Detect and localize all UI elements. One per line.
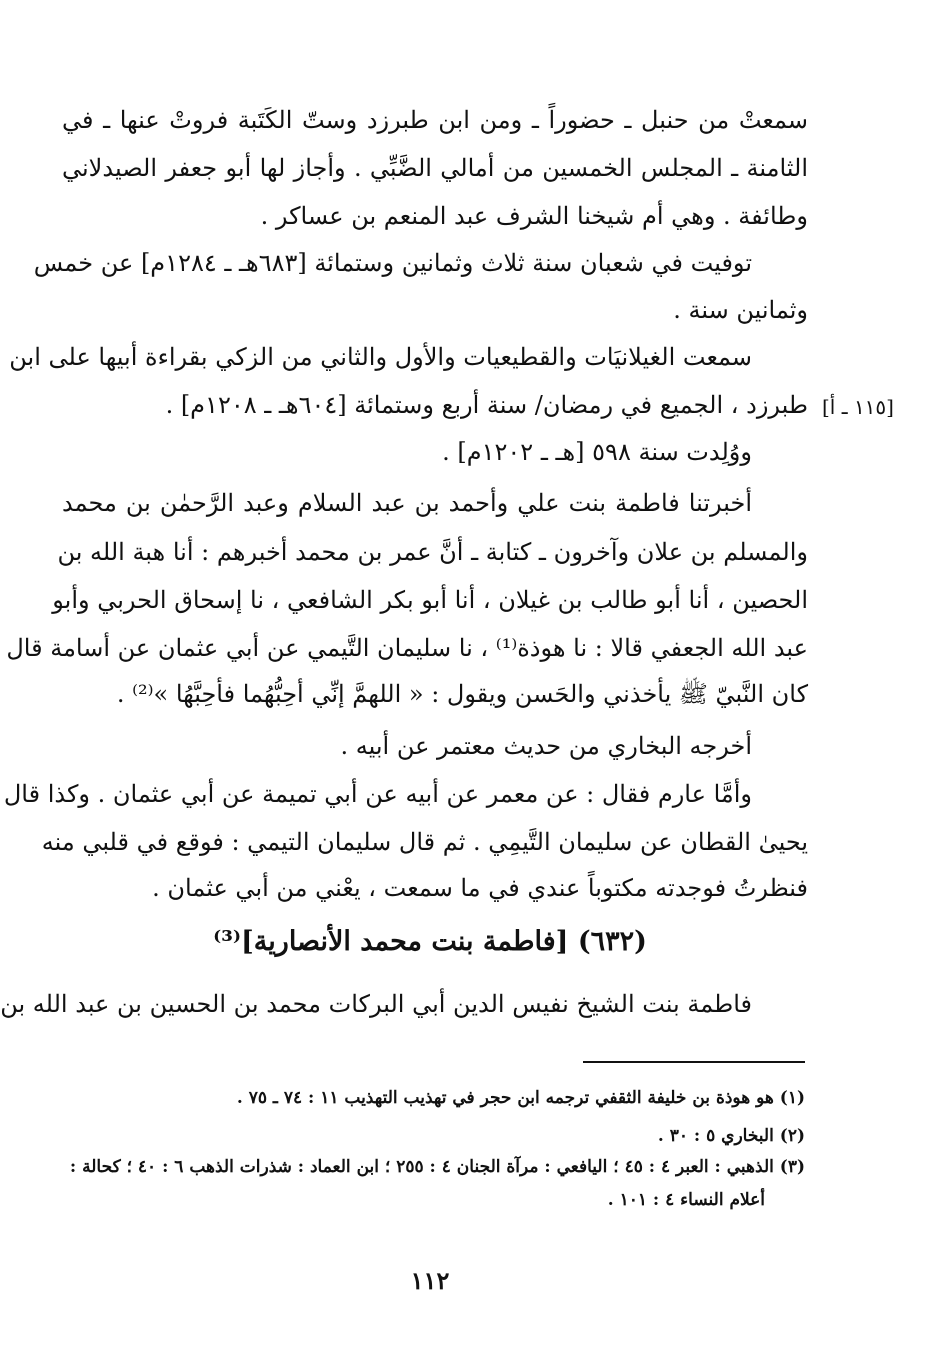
body-line: طبرزد ، الجميع في رمضان/ سنة أربع وستمائة [٦٠٤هـ ـ ١٢٠٨م] . [165, 391, 808, 419]
body-line: عبد الله الجعفي قالا : نا هوذة⁽¹⁾ ، نا سليمان التَّيمي عن أبي عثمان عن أسامة قال [6, 634, 808, 662]
body-line: الحصين ، أنا أبو طالب بن غيلان ، أنا أبو بكر الشافعي ، نا إسحاق الحربي وأبو [52, 586, 808, 614]
body-line: وأمَّا عارم فقال : عن معمر عن أبيه عن أبي تميمة عن أبي عثمان . وكذا قال [3, 780, 752, 808]
margin-folio-note: [١١٥ ـ أ] [822, 395, 894, 419]
body-line: كان النَّبيّ ﷺ يأخذني والحَسن ويقول : « اللهمَّ إنِّي أحِبُّهُما فأحِبَّهُا »⁽²⁾ . [116, 680, 808, 708]
body-line: توفيت في شعبان سنة ثلاث وثمانين وستمائة [٦٨٣هـ ـ ١٢٨٤م] عن خمس [33, 249, 752, 277]
footnote: أعلام النساء ٤ : ١٠١ . [607, 1190, 765, 1210]
footnote-separator [583, 1061, 805, 1063]
body-line: فاطمة بنت الشيخ نفيس الدين أبي البركات محمد بن الحسين بن عبد الله بن [0, 990, 752, 1018]
page-number: ١١٢ [410, 1266, 450, 1295]
body-line: وثمانين سنة . [673, 296, 808, 324]
body-line: الثامنة ـ المجلس الخمسين من أمالي الضَّبِّي . وأجاز لها أبو جعفر الصيدلاني [62, 154, 808, 182]
body-line: سمعتْ من حنبل ـ حضوراً ـ ومن ابن طبرزد وستّ الكَتَبة فروتْ عنها ـ في [62, 106, 808, 134]
footnote: (١) هو هوذة بن خليفة الثقفي ترجمه ابن حجر في تهذيب التهذيب ١١ : ٧٤ ـ ٧٥ . [236, 1088, 805, 1108]
footnote: (٢) البخاري ٥ : ٣٠ . [657, 1126, 805, 1146]
body-line: والمسلم بن علان وآخرون ـ كتابة ـ أنَّ عمر بن محمد أخبرهم : أنا هبة الله بن [57, 538, 808, 566]
entry-heading: (٦٣٢) [فاطمة بنت محمد الأنصارية]⁽³⁾ [213, 926, 647, 957]
footnote: (٣) الذهبي : العبر ٤ : ٤٥ ؛ اليافعي : مرآة الجنان ٤ : ٢٥٥ ؛ ابن العماد : شذرات الذهب ٦ : ٤٠ ؛ كحالة : [69, 1157, 805, 1177]
body-line: أخرجه البخاري من حديث معتمر عن أبيه . [340, 732, 752, 760]
body-line: سمعت الغيلانيَات والقطيعيات والأول والثاني من الزكي بقراءة أبيها على ابن [9, 343, 752, 371]
body-line: وطائفة . وهي أم شيخنا الشرف عبد المنعم بن عساكر . [260, 202, 808, 230]
body-line: أخبرتنا فاطمة بنت علي وأحمد بن عبد السلام وعبد الرَّحمٰن بن محمد [62, 489, 752, 517]
body-line: فنظرتُ فوجدته مكتوباً عندي في ما سمعت ، يعْني من أبي عثمان . [152, 874, 808, 902]
body-line: يحيىٰ القطان عن سليمان التَّيمِي . ثم قال سليمان التيمي : فوقع في قلبي منه [41, 828, 808, 856]
body-line: ووُلِدت سنة ٥٩٨ [هـ ـ ١٢٠٢م] . [442, 438, 752, 466]
